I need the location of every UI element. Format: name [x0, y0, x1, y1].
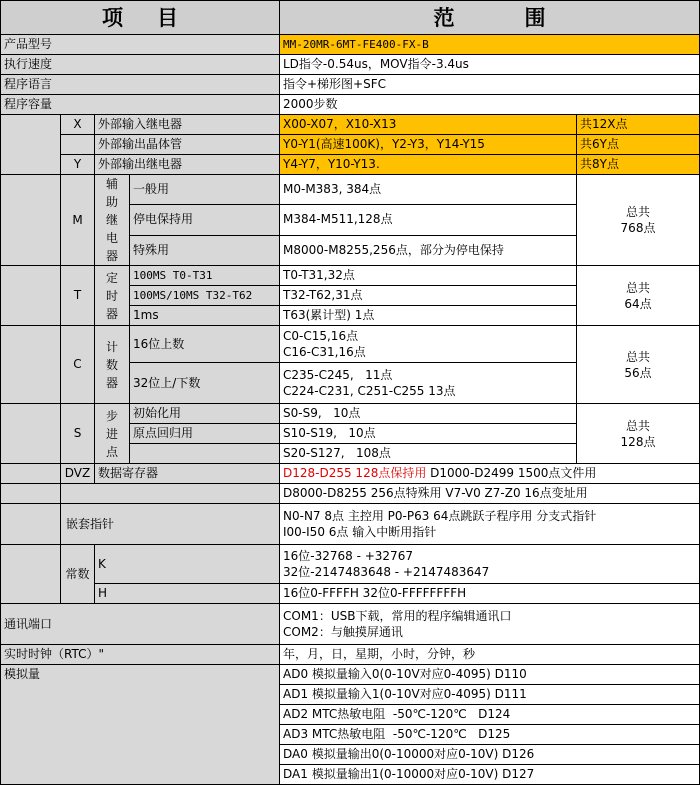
row-rtc	[1, 645, 700, 665]
row-speed	[1, 55, 700, 75]
m-total: 总共 768点	[577, 175, 700, 266]
const-group-cell	[1, 545, 61, 604]
row-const-h	[1, 584, 700, 604]
m-special-value: M8000-M8255,256点，部分为停电保持	[280, 235, 577, 265]
m-special-label: 特殊用	[130, 235, 280, 265]
row-language	[1, 75, 700, 95]
x-label: 外部输入继电器	[95, 115, 280, 135]
s-general-label	[130, 444, 280, 464]
rtc-value: 年，月，日，星期，小时，分钟，秒	[280, 645, 700, 665]
language-label: 程序语言	[1, 75, 280, 95]
rtc-label: 实时时钟（RTC）"	[1, 645, 280, 665]
dvz-retain-text: D128-D255 128点保持用	[283, 466, 427, 480]
header-item: 项 目	[1, 1, 280, 35]
y-relay-code: Y	[61, 155, 95, 175]
t-10ms-label: 100MS/10MS T32-T62	[130, 286, 280, 306]
capacity-label: 程序容量	[1, 95, 280, 115]
row-x-input	[1, 115, 700, 135]
m-code: M	[61, 175, 95, 266]
s-code: S	[61, 404, 95, 464]
row-nest	[1, 504, 700, 545]
row-capacity	[1, 95, 700, 115]
row-y-transistor	[1, 135, 700, 155]
c-group-cell	[1, 326, 61, 404]
y-transistor-total: 共6Y点	[577, 135, 700, 155]
c-32bit-value: C235-C245, 11点 C224-C231, C251-C255 13点	[280, 363, 577, 404]
row-comm	[1, 604, 700, 645]
m-retain-value: M384-M511,128点	[280, 205, 577, 235]
m-group-cell	[1, 175, 61, 266]
comm-value: COM1：USB下载，常用的程序编辑通讯口 COM2：与触摸屏通讯	[280, 604, 700, 645]
dvz-special-value: D8000-D8255 256点特殊用 V7-V0 Z7-Z0 16点变址用	[280, 484, 700, 504]
dvz-value	[280, 464, 700, 484]
y-relay-value: Y4-Y7，Y10-Y13.	[280, 155, 577, 175]
row-s-init	[1, 404, 700, 424]
s-origin-label: 原点回归用	[130, 424, 280, 444]
x-code: X	[61, 115, 95, 135]
c-category	[95, 326, 130, 404]
x-total: 共12X点	[577, 115, 700, 135]
s-total: 总共 128点	[577, 404, 700, 464]
const-label: 常数	[61, 545, 95, 604]
t-100ms-value: T0-T31,32点	[280, 266, 577, 286]
io-group-cell	[1, 115, 61, 175]
x-value: X00-X07，X10-X13	[280, 115, 577, 135]
y-transistor-value: Y0-Y1(高速100K)，Y2-Y3，Y14-Y15	[280, 135, 577, 155]
header-row	[1, 1, 700, 35]
s-origin-value: S10-S19, 10点	[280, 424, 577, 444]
m-general-value: M0-M383, 384点	[280, 175, 577, 205]
dvz-group-cell	[1, 464, 61, 484]
c-category-text: 计数器	[105, 339, 118, 390]
m-general-label: 一般用	[130, 175, 280, 205]
c-16bit-label: 16位上数	[130, 326, 280, 363]
s-category	[95, 404, 130, 464]
analog-item: AD1 模拟量输入1(0-10V对应0-4095) D111	[280, 685, 700, 705]
dvz-label: 数据寄存器	[95, 464, 280, 484]
speed-value: LD指令-0.54us，MOV指令-3.4us	[280, 55, 700, 75]
const-k-value: 16位-32768 - +32767 32位-2147483648 - +2147483647	[280, 545, 700, 584]
t-group-cell	[1, 266, 61, 326]
capacity-value: 2000步数	[280, 95, 700, 115]
s-general-value: S20-S127, 108点	[280, 444, 577, 464]
row-m-general	[1, 175, 700, 205]
t-1ms-value: T63(累计型) 1点	[280, 306, 577, 326]
analog-item: AD2 MTC热敏电阻 -50℃-120℃ D124	[280, 705, 700, 725]
row-t-100ms	[1, 266, 700, 286]
t-total: 总共 64点	[577, 266, 700, 326]
model-label: 产品型号	[1, 35, 280, 55]
m-category	[95, 175, 130, 266]
s-init-label: 初始化用	[130, 404, 280, 424]
row-y-relay	[1, 155, 700, 175]
t-100ms-label: 100MS T0-T31	[130, 266, 280, 286]
language-value: 指令+梯形图+SFC	[280, 75, 700, 95]
c-total: 总共 56点	[577, 326, 700, 404]
nest-group-cell	[1, 504, 61, 545]
m-retain-label: 停电保持用	[130, 205, 280, 235]
analog-item: AD3 MTC热敏电阻 -50℃-120℃ D125	[280, 725, 700, 745]
dvz-special-group-cell	[1, 484, 61, 504]
t-1ms-label: 1ms	[130, 306, 280, 326]
dvz-code: DVZ	[61, 464, 95, 484]
t-category	[95, 266, 130, 326]
y-relay-total: 共8Y点	[577, 155, 700, 175]
y-relay-label: 外部输出继电器	[95, 155, 280, 175]
s-group-cell	[1, 404, 61, 464]
t-category-text: 定时器	[105, 270, 118, 321]
analog-item: AD0 模拟量输入0(0-10V对应0-4095) D110	[280, 665, 700, 685]
dvz-file-text: D1000-D2499 1500点文件用	[426, 466, 597, 480]
nest-label: 嵌套指针	[61, 504, 280, 545]
row-analog-ad0	[1, 665, 700, 685]
t-10ms-value: T32-T62,31点	[280, 286, 577, 306]
comm-label: 通讯端口	[1, 604, 280, 645]
s-init-value: S0-S9, 10点	[280, 404, 577, 424]
const-h-code: H	[95, 584, 280, 604]
dvz-special-label	[61, 484, 280, 504]
header-range: 范 围	[280, 1, 700, 35]
row-dvz	[1, 464, 700, 484]
row-c-16bit	[1, 326, 700, 363]
row-dvz-special	[1, 484, 700, 504]
m-category-text: 辅助继电器	[105, 177, 118, 263]
const-k-code: K	[95, 545, 280, 584]
c-32bit-label: 32位上/下数	[130, 363, 280, 404]
model-value: MM-20MR-6MT-FE400-FX-B	[280, 35, 700, 55]
analog-item: DA0 模拟量输出0(0-10000对应0-10V) D126	[280, 745, 700, 765]
row-model	[1, 35, 700, 55]
c-16bit-value: C0-C15,16点 C16-C31,16点	[280, 326, 577, 363]
c-code: C	[61, 326, 95, 404]
analog-label: 模拟量	[1, 665, 280, 785]
speed-label: 执行速度	[1, 55, 280, 75]
nest-value: N0-N7 8点 主控用 P0-P63 64点跳跃子程序用 分支式指针 I00-I50 6点 输入中断用指针	[280, 504, 700, 545]
s-category-text: 步进点	[105, 408, 118, 459]
t-code: T	[61, 266, 95, 326]
y-transistor-label: 外部输出晶体管	[95, 135, 280, 155]
const-h-value: 16位0-FFFFH 32位0-FFFFFFFFH	[280, 584, 700, 604]
row-const-k	[1, 545, 700, 584]
y-transistor-code	[61, 135, 95, 155]
analog-item: DA1 模拟量输出1(0-10000对应0-10V) D127	[280, 765, 700, 785]
